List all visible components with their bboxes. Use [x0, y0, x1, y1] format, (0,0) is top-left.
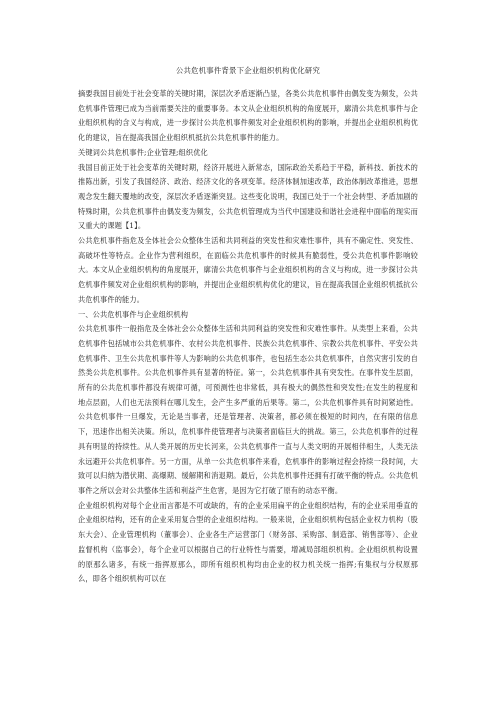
paragraph: 我国目前正处于社会变革的关键时期，经济开展进入新常态，国际政治关系趋于平稳，新科技、新技术的推陈出新，引发了我国经济、政治、经济文化的各项变革。经济体制加速改革，政治体制改革推进，思想观念发生翻天覆地的改变，深层次矛盾逐渐突显。这些变化说明，我国已处于一个社会转型、矛盾加剧的特殊时期，公共危机事件由偶发变为频发，公共危机管理成为当代中国建设和谐社会进程中面临的现实而又重大的课题【1】。: [78, 162, 418, 231]
abstract: 摘要我国目前处于社会变革的关键时期，深层次矛盾逐渐凸显，各类公共危机事件由偶发变为频发，公共危机事件管理已成为当前需要关注的重要事务。本文从企业组织机构的角度展开，廓清公共危机事件与企业组织机构的含义与构成，进一步探讨公共危机事件频发对企业组织机构的影响，并提出企业组织机构优化的建议，旨在提高我国企业组织机抵抗公共危机事件的能力。: [78, 89, 418, 143]
paragraph: 公共危机事件指危及全体社会公众整体生活和共同利益的突发性和灾难性事件，具有不确定性、突发性、高破坏性等特点。企业作为营利组织，在面临公共危机事件的时候具有脆弱性，受公共危机事件影响较大。本文从企业组织机构的角度展开，廓清公共危机事件与企业组织机构的含义与构成，进一步探讨公共危机事件频发对企业组织机构的影响，并提出企业组织机构优化的建议，旨在提高我国企业组织机抵抗公共危机事件的能力。: [78, 236, 418, 304]
page-title: 公共危机事件背景下企业组织机构优化研究: [175, 66, 321, 75]
keywords: 关键词公共危机事件;企业管理;组织优化: [78, 147, 208, 157]
section-heading: 一、公共危机事件与企业组织机构: [78, 309, 189, 319]
paragraph: 企业组织机构对每个企业而言都是不可或缺的，有的企业采用扁平的企业组织结构，有的企业采用垂直的企业组织结构，还有的企业采用复合型的企业组织结构。一般来说，企业组织机构包括企业权力机构（股东大会）、企业管理机构（董事会）、企业各生产运营部门（财务部、采购部、制造部、销售部等）、企业监督机构（监事会），每个企业可以根据自己的行业特性与需要，增减局部组织机构。企业组织机构设置的原那么诸多，有统一指挥原那么，即所有组织机构均由企业的权力机关统一指挥;有集权与分权原那么，即各个组织机构可以在: [78, 500, 418, 584]
paragraph: 公共危机事件一般指危及全体社会公众整体生活和共同利益的突发性和灾难性事件。从类型上来看，公共危机事件包括城市公共危机事件、农村公共危机事件、民族公共危机事件、宗教公共危机事件、平安公共危机事件、卫生公共危机事件等人为影响的公共危机事件，也包括生态公共危机事件，自然灾害引发的自然类公共危机事件。公共危机事件具有显著的特征。第一，公共危机事件具有突发性。在事件发生层面，所有的公共危机事件都没有规律可循，可预测性也非常低，具有极大的偶然性和突发性;在发生的程度和地点层面，人们也无法预料在哪儿发生，会产生多严重的后果等。第二，公共危机事件具有时间紧迫性。公共危机事件一旦爆发，无论是当事者，还是管理者、决策者，都必须在极短的时间内，在有限的信息下，迅速作出相关决策。所以，危机事件使管理者与决策者面临巨大的挑战。第三，公共危机事件的过程具有明显的持续性。从人类开展的历史长河来，公共危机事件一直与人类文明的开展相伴相生，人类无法永远避开公共危机事件。另一方面，从单一公共危机事件来看，危机事件的影响过程会持续一段时间，大致可以归纳为潜伏期、高爆期、缓解期和消退期。最后，公共危机事件还拥有打破平衡的特点。公共危机事件之所以会对公共整体生活和利益产生危害，是因为它打破了原有的动态平衡。: [78, 324, 418, 495]
